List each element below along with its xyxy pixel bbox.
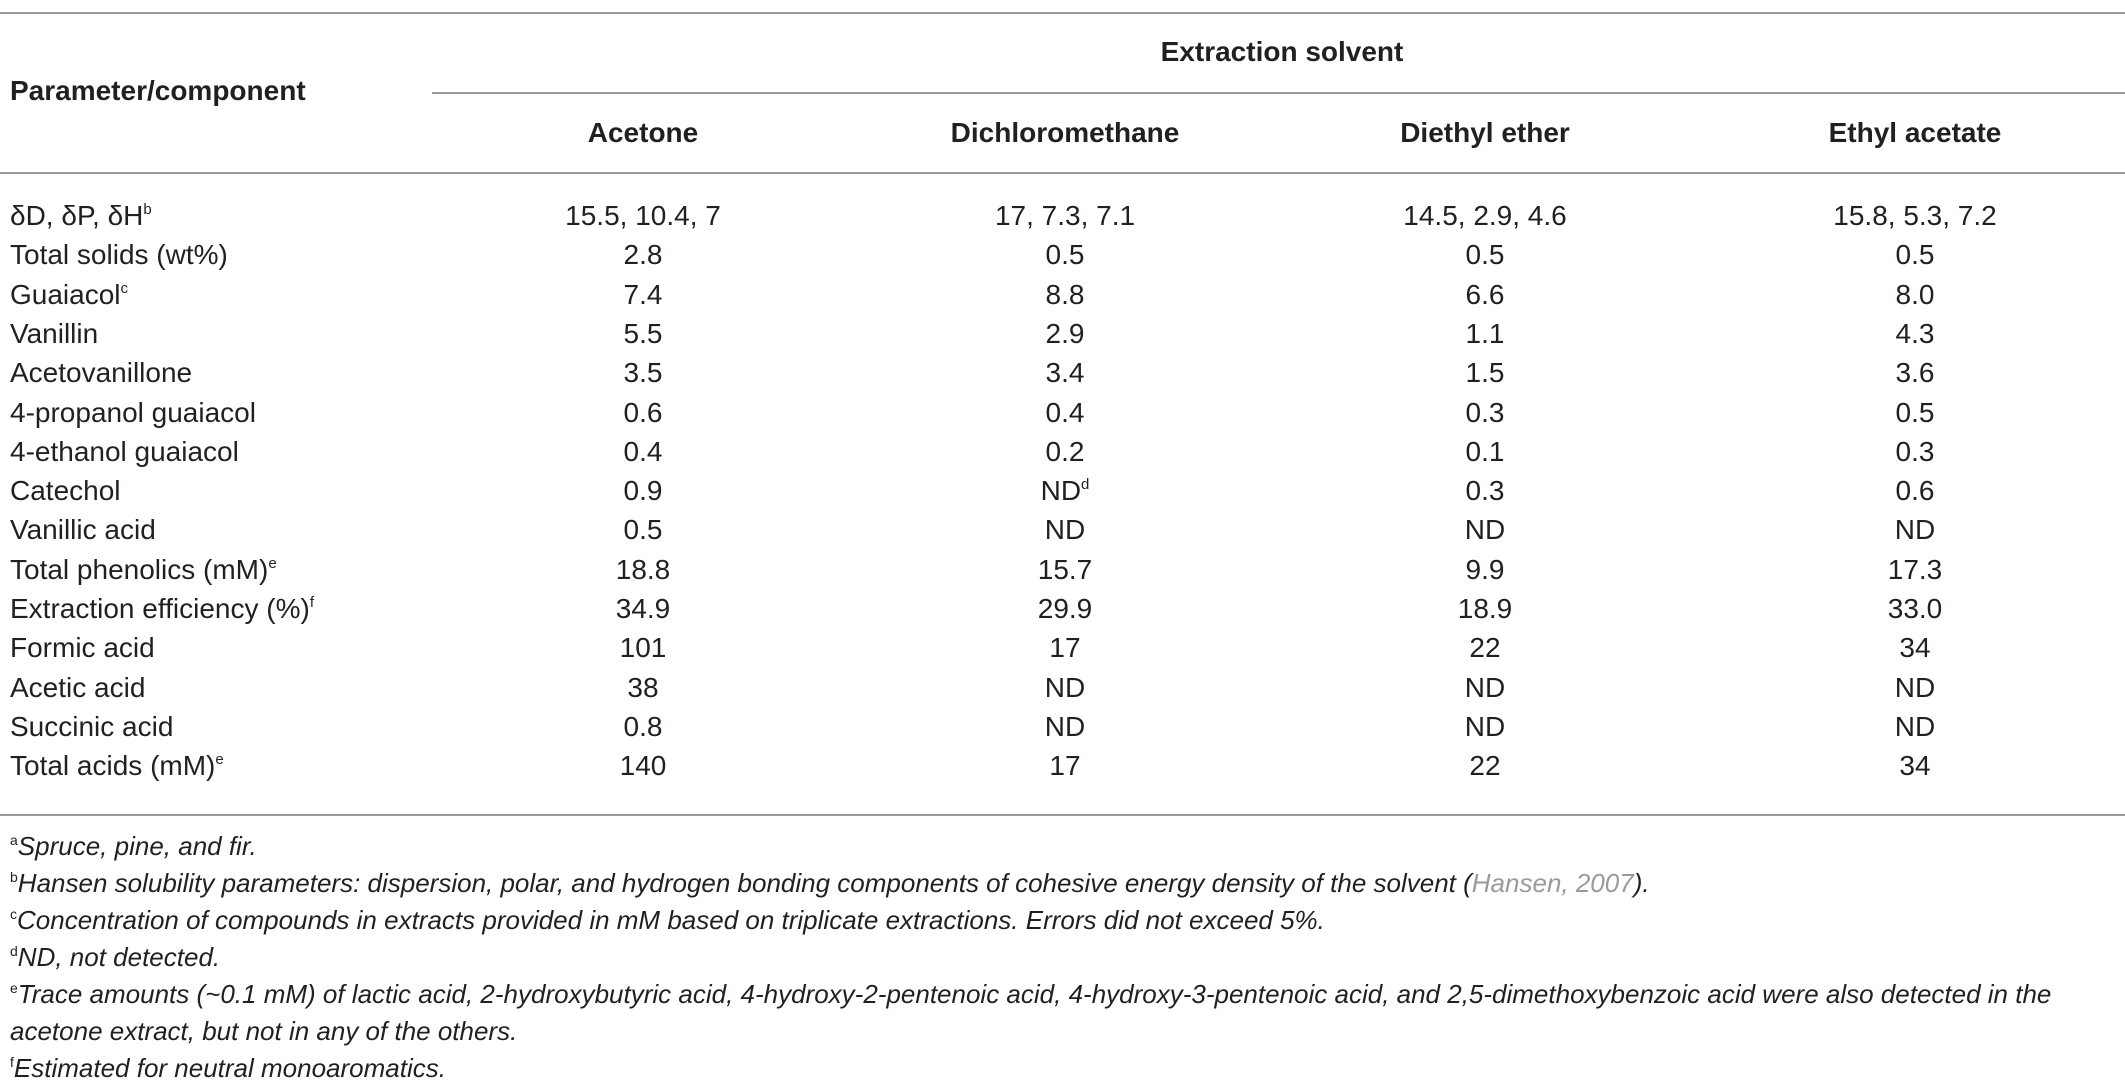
table-cell (518, 275, 768, 315)
row-label-text: Total acids (mM) (10, 750, 216, 782)
table-cell (518, 628, 768, 668)
table-cell (518, 196, 768, 236)
table-cell (1335, 314, 1635, 354)
cell-value: 0.5 (1895, 396, 1935, 428)
table-cell (1765, 353, 2065, 393)
cell-value: 8.8 (1045, 278, 1085, 310)
cell-value: 0.1 (1465, 435, 1505, 467)
table-row (0, 353, 2125, 393)
table-row (0, 275, 2125, 315)
cell-value: 22 (1469, 632, 1501, 664)
row-label (10, 510, 430, 550)
table-cell (910, 235, 1220, 275)
cell-value: 18.9 (1457, 593, 1513, 624)
cell-value: 3.6 (1895, 357, 1935, 389)
column-header-dichloromethane: Dichloromethane (950, 117, 1180, 148)
table-row (0, 707, 2125, 747)
footnote-text: Estimated for neutral monoaromatics. (13, 1053, 446, 1083)
table-cell (518, 471, 768, 511)
table-row (0, 314, 2125, 354)
cell-value: 0.4 (1045, 396, 1085, 428)
table-cell (518, 235, 768, 275)
footnote-marker: c (120, 279, 129, 297)
cell-value: ND (1044, 514, 1086, 546)
table-row (0, 746, 2125, 786)
table-cell (1335, 432, 1635, 472)
row-label-text: δD, δP, δH (10, 200, 144, 231)
table-cell (1765, 471, 2065, 511)
cell-value: 4.3 (1895, 317, 1935, 349)
table-cell (910, 589, 1220, 629)
cell-value: 0.3 (1465, 475, 1505, 507)
table-cell (518, 432, 768, 472)
table-cell (1335, 707, 1635, 747)
table-row (0, 235, 2125, 275)
cell-value: 0.5 (1465, 239, 1505, 271)
table-cell (910, 393, 1220, 433)
group-header-rule (432, 92, 2125, 94)
table-cell (910, 353, 1220, 393)
cell-value: 0.8 (623, 710, 663, 742)
table-row (0, 550, 2125, 590)
table-cell (518, 314, 768, 354)
footnote-marker: e (268, 554, 277, 572)
table-cell (910, 432, 1220, 472)
cell-value: ND (1044, 671, 1086, 703)
table-cell (910, 550, 1220, 590)
cell-value: 17, 7.3, 7.1 (994, 200, 1136, 231)
cell-value: 18.8 (615, 553, 671, 585)
cell-value: 0.4 (623, 435, 663, 467)
cell-value: 34.9 (615, 593, 671, 624)
table-cell (1765, 668, 2065, 708)
cell-value: ND (1040, 475, 1082, 507)
cell-value: 3.5 (623, 357, 663, 389)
table-cell (910, 196, 1220, 236)
table-cell (518, 510, 768, 550)
row-label (10, 353, 430, 393)
table-row (0, 628, 2125, 668)
table-cell (1335, 746, 1635, 786)
cell-value: 14.5, 2.9, 4.6 (1403, 200, 1567, 231)
cell-value: ND (1464, 710, 1506, 742)
table-cell (910, 628, 1220, 668)
table-row (0, 589, 2125, 629)
citation-link[interactable]: Hansen, 2007 (1471, 868, 1634, 898)
footnote-mark: b (10, 869, 18, 885)
table-cell (1335, 589, 1635, 629)
bottom-rule (0, 814, 2125, 816)
table-cell (1335, 668, 1635, 708)
footnote-mark: e (10, 980, 18, 996)
row-label (10, 275, 430, 315)
cell-value: 0.3 (1895, 435, 1935, 467)
cell-value: ND (1894, 671, 1936, 703)
cell-value: 1.5 (1465, 357, 1505, 389)
cell-value: 33.0 (1887, 593, 1943, 624)
row-label (10, 393, 430, 433)
group-header: Extraction solvent (1160, 36, 1404, 67)
cell-value: 9.9 (1465, 553, 1505, 585)
table-cell (518, 353, 768, 393)
cell-value: ND (1464, 514, 1506, 546)
cell-value: 1.1 (1465, 317, 1505, 349)
cell-value: 22 (1469, 750, 1501, 782)
footnote (10, 902, 2110, 939)
header-rule (0, 172, 2125, 174)
table-row (0, 393, 2125, 433)
cell-value: ND (1894, 514, 1936, 546)
footnote-marker: e (215, 751, 224, 769)
cell-value: 2.9 (1045, 317, 1085, 349)
table-row (0, 196, 2125, 236)
footnote-mark: d (10, 943, 18, 959)
table-cell (910, 510, 1220, 550)
cell-value: 0.5 (1895, 239, 1935, 271)
table-cell (1765, 235, 2065, 275)
table-cell (1765, 628, 2065, 668)
row-label-text: Catechol (10, 475, 121, 507)
footnote-text: Concentration of compounds in extracts provided in mM based on triplicate extractions. Errors did not exceed 5%. (17, 905, 1325, 935)
cell-value: 34 (1899, 750, 1931, 782)
cell-value: 0.6 (623, 396, 663, 428)
table-cell (518, 550, 768, 590)
footnote-mark: f (10, 1054, 14, 1070)
row-label (10, 589, 430, 629)
footnote-text: ND, not detected. (17, 942, 221, 972)
cell-value: 8.0 (1895, 278, 1935, 310)
footnote (10, 865, 2110, 902)
table-row (0, 432, 2125, 472)
footnote (10, 1050, 2110, 1087)
cell-value: 6.6 (1465, 278, 1505, 310)
footnote-marker: f (309, 594, 314, 611)
row-label-text: Acetovanillone (10, 357, 193, 389)
row-label-text: Acetic acid (10, 671, 146, 703)
row-label-text: Total phenolics (mM) (10, 553, 269, 585)
table-cell (910, 275, 1220, 315)
cell-value: ND (1044, 710, 1086, 742)
footnote-text-end: ). (1633, 868, 1650, 898)
cell-value: 0.5 (1045, 239, 1085, 271)
table-row (0, 471, 2125, 511)
row-label-text: Total solids (wt%) (10, 239, 228, 271)
row-label (10, 628, 430, 668)
column-header-diethyl-ether: Diethyl ether (1400, 117, 1570, 148)
row-label-text: Vanillic acid (10, 514, 156, 546)
table-row (0, 510, 2125, 550)
row-label-text: Extraction efficiency (%) (10, 593, 310, 624)
row-label (10, 196, 430, 236)
table-cell (910, 314, 1220, 354)
row-label (10, 471, 430, 511)
table-cell (518, 393, 768, 433)
table-cell (910, 471, 1220, 511)
table-cell (1335, 275, 1635, 315)
top-rule (0, 12, 2125, 14)
table-cell (1765, 314, 2065, 354)
column-header-acetone: Acetone (587, 117, 699, 148)
row-label-text: Formic acid (10, 632, 155, 664)
table-cell (518, 589, 768, 629)
row-label (10, 746, 430, 786)
footnote-text: Spruce, pine, and fir. (17, 831, 257, 861)
footnote-mark: a (10, 832, 18, 848)
table-row (0, 668, 2125, 708)
row-label-text: Vanillin (10, 317, 99, 349)
footnote (10, 939, 2110, 976)
cell-value: ND (1894, 710, 1936, 742)
row-label-text: Succinic acid (10, 710, 174, 742)
footnote (10, 828, 2110, 865)
table-cell (1765, 196, 2065, 236)
cell-value: 0.6 (1895, 475, 1935, 507)
table-cell (1335, 196, 1635, 236)
table-cell (1765, 510, 2065, 550)
table-cell (518, 707, 768, 747)
cell-value: 15.8, 5.3, 7.2 (1833, 200, 1997, 231)
cell-value: 0.3 (1465, 396, 1505, 428)
table-cell (1765, 550, 2065, 590)
cell-value: 17 (1049, 750, 1081, 782)
cell-value: 29.9 (1037, 593, 1093, 624)
table-cell (910, 668, 1220, 708)
row-label (10, 707, 430, 747)
footnote-mark: c (10, 906, 17, 922)
footnote-marker: b (143, 201, 152, 218)
footnote-marker: d (1081, 476, 1090, 494)
cell-value: 17.3 (1887, 553, 1943, 585)
footnotes (10, 828, 2110, 1087)
column-header-ethyl-acetate: Ethyl acetate (1828, 117, 2002, 148)
table-cell (518, 668, 768, 708)
row-label (10, 235, 430, 275)
table-cell (518, 746, 768, 786)
row-label (10, 550, 430, 590)
cell-value: 0.2 (1045, 435, 1085, 467)
cell-value: 5.5 (623, 317, 663, 349)
table-cell (1335, 471, 1635, 511)
table-cell (1335, 235, 1635, 275)
cell-value: 17 (1049, 632, 1081, 664)
row-label (10, 432, 430, 472)
cell-value: 38 (627, 671, 659, 703)
footnote-text: Trace amounts (~0.1 mM) of lactic acid, 2-hydroxybutyric acid, 4-hydroxy-2-pentenoic acid, 4-hydroxy-3-pentenoic acid, and 2,5-dimethoxybenzoic acid were also detected in the acetone extract, but not in any of the others. (10, 979, 2052, 1046)
cell-value: ND (1464, 671, 1506, 703)
cell-value: 0.5 (623, 514, 663, 546)
row-label (10, 314, 430, 354)
cell-value: 15.7 (1037, 553, 1093, 585)
cell-value: 15.5, 10.4, 7 (565, 200, 721, 231)
table-cell (1765, 393, 2065, 433)
footnote (10, 976, 2110, 1050)
table-cell (910, 746, 1220, 786)
cell-value: 0.9 (623, 475, 663, 507)
cell-value: 140 (619, 750, 667, 782)
param-header: Parameter/component (10, 75, 306, 106)
row-label-text: 4-propanol guaiacol (10, 396, 256, 428)
table-cell (1765, 275, 2065, 315)
cell-value: 34 (1899, 632, 1931, 664)
cell-value: 3.4 (1045, 357, 1085, 389)
table-cell (1765, 432, 2065, 472)
footnote-text: Hansen solubility parameters: dispersion, polar, and hydrogen bonding components of cohesive energy density of the solvent ( (17, 868, 1472, 898)
table-cell (1335, 628, 1635, 668)
row-label-text: 4-ethanol guaiacol (10, 435, 239, 467)
row-label (10, 668, 430, 708)
cell-value: 7.4 (623, 278, 663, 310)
table-cell (1765, 707, 2065, 747)
table-cell (1335, 353, 1635, 393)
table-cell (1765, 589, 2065, 629)
table-cell (1335, 393, 1635, 433)
cell-value: 2.8 (623, 239, 663, 271)
table-cell (1335, 510, 1635, 550)
table-cell (1335, 550, 1635, 590)
table-cell (910, 707, 1220, 747)
table-cell (1765, 746, 2065, 786)
row-label-text: Guaiacol (10, 278, 121, 310)
cell-value: 101 (619, 632, 667, 664)
